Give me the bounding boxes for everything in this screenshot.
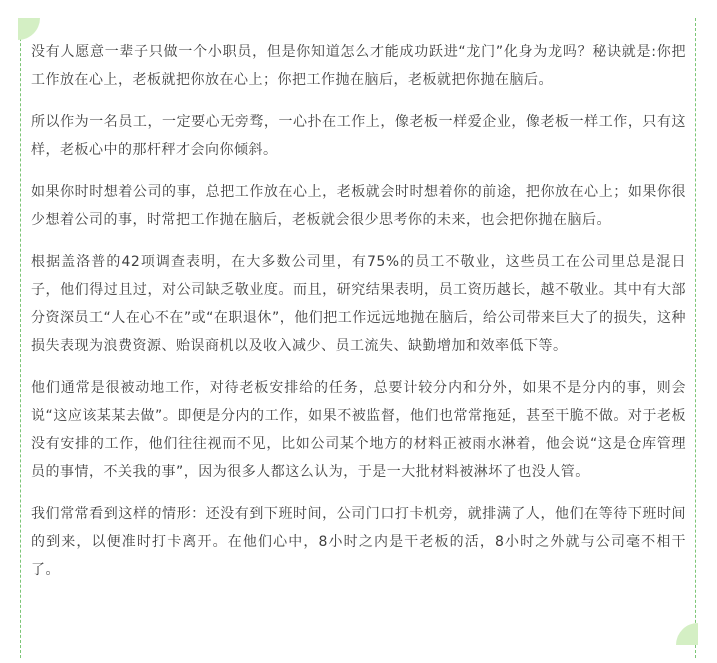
paragraph: 他们通常是很被动地工作，对待老板安排给的任务，总要计较分内和分外，如果不是分内的事，则会说“这应该某某去做”。即便是分内的工作，如果不被监督，他们也常常拖延，甚至干脆不做。对于老板没有安排的工作，他们往往视而不见，比如公司某个地方的材料正被雨水淋着，他会说“这是仓库管理员的事情，不关我的事”，因为很多人都这么认为，于是一大批材料被淋坏了也没人管。 (31, 380, 686, 480)
paragraph: 没有人愿意一辈子只做一个小职员，但是你知道怎么才能成功跃进“龙门”化身为龙吗？秘诀就是:你把工作放在心上，老板就把你放在心上；你把工作抛在脑后，老板就把你抛在脑后。 (31, 44, 686, 88)
paragraph: 所以作为一名员工，一定要心无旁骛，一心扑在工作上，像老板一样爱企业，像老板一样工作，只有这样，老板心中的那杆秤才会向你倾斜。 (31, 114, 686, 158)
article-body (31, 38, 686, 598)
paragraph: 如果你时时想着公司的事，总把工作放在心上，老板就会时时想着你的前途，把你放在心上；如果你很少想着公司的事，时常把工作抛在脑后，老板就会很少思考你的未来，也会把你抛在脑后。 (31, 184, 686, 228)
paragraph: 我们常常看到这样的情形：还没有到下班时间，公司门口打卡机旁，就排满了人，他们在等待下班时间的到来，以便准时打卡离开。在他们心中，8小时之内是干老板的活，8小时之外就与公司毫不相干了。 (31, 506, 686, 578)
paragraph: 根据盖洛普的42项调查表明，在大多数公司里，有75%的员工不敬业，这些员工在公司里总是混日子，他们得过且过，对公司缺乏敬业度。而且，研究结果表明，员工资历越长，越不敬业。其中有大部分资深员工“人在心不在”或“在职退休”，他们把工作远远地抛在脑后，给公司带来巨大了的损失，这种损失表现为浪费资源、贻误商机以及收入减少、员工流失、缺勤增加和效率低下等。 (31, 254, 686, 354)
